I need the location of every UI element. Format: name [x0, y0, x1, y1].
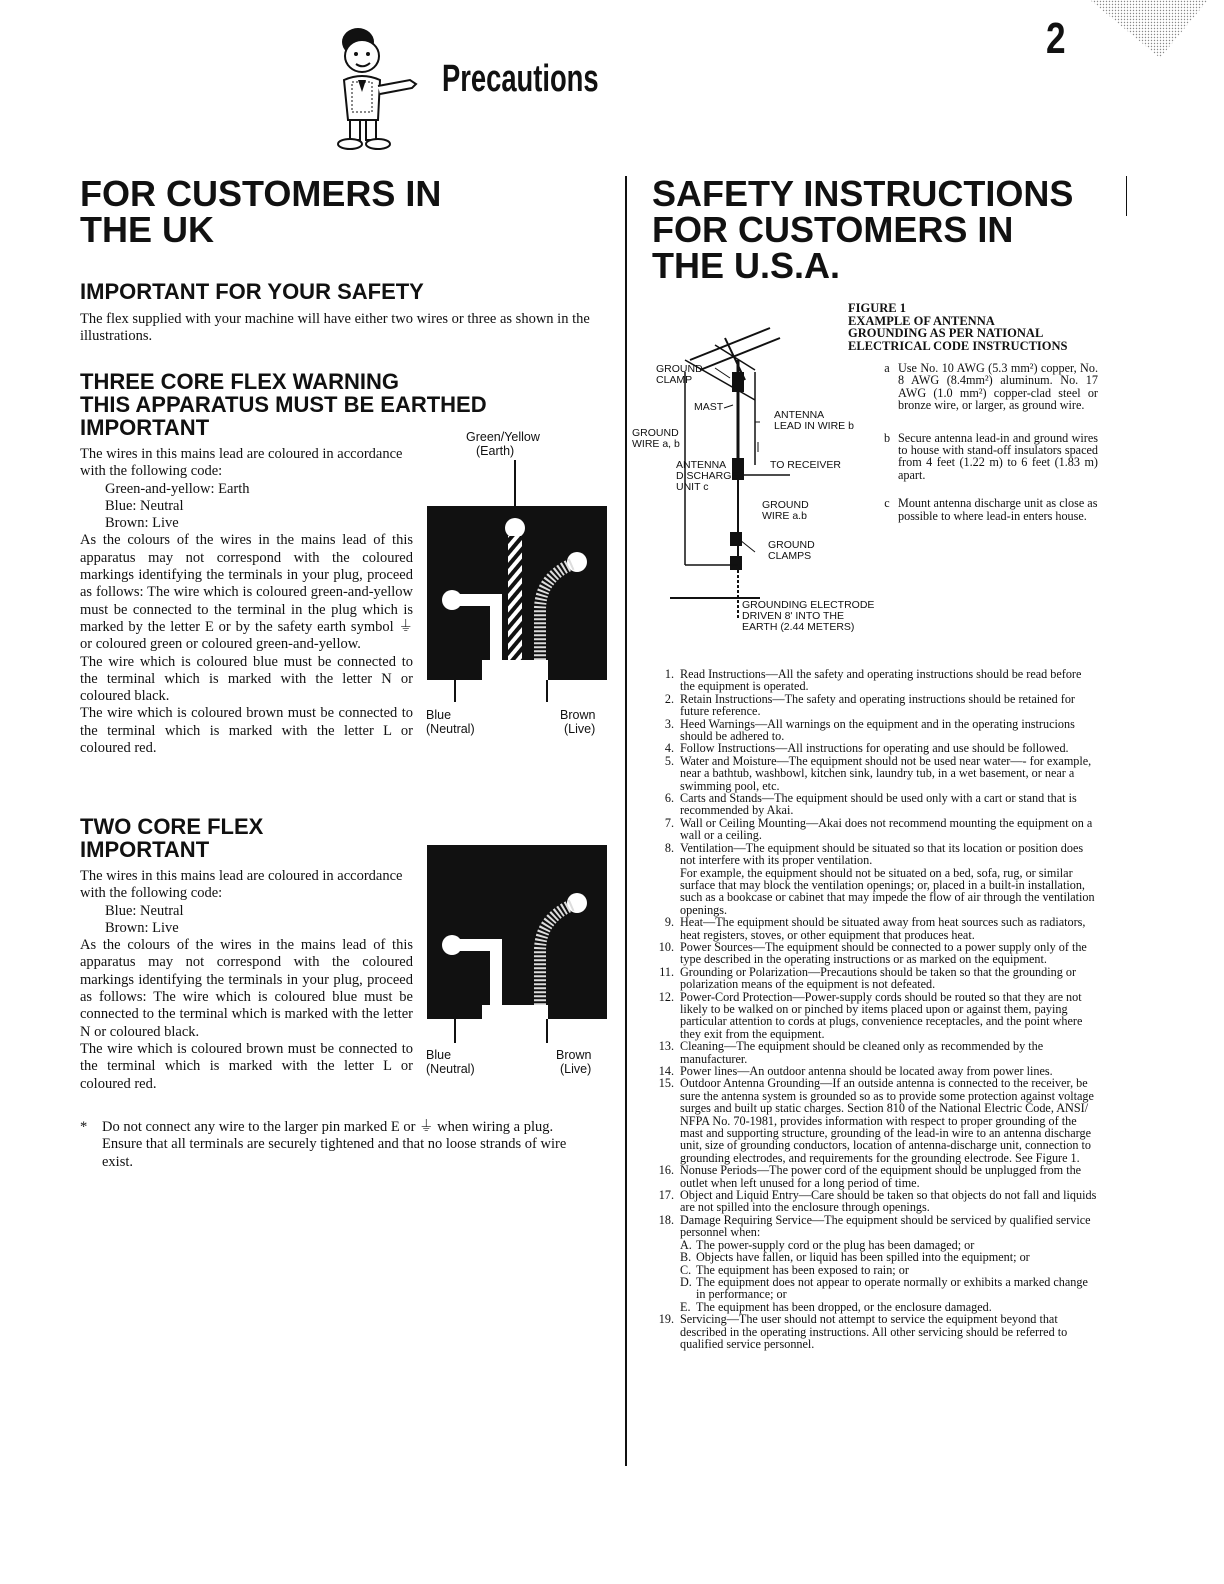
diag-discharge-1: ANTENNA: [676, 459, 727, 471]
instruction-subitem-text: The equipment does not appear to operate normally or exhibits a marked change in performance; or: [696, 1274, 1088, 1302]
three-core-heading-line2: THIS APPARATUS MUST BE EARTHED: [80, 392, 487, 417]
instruction-item: [650, 916, 1098, 941]
figure-title-line3: GROUNDING AS PER NATIONAL: [848, 326, 1044, 340]
instruction-number: 3.: [664, 716, 674, 731]
diag-ground-wire2-2: WIRE a.b: [762, 510, 807, 522]
instruction-item: [650, 1077, 1098, 1164]
safety-instructions-list: [650, 668, 1098, 1350]
diag-ground-wire-1: GROUND: [632, 427, 679, 439]
instruction-text-main: Follow Instructions—All instructions for operating and use should be followed.: [680, 741, 1069, 756]
figure-notes: [876, 362, 1098, 522]
diag-discharge: [676, 460, 738, 493]
instruction-number: 14.: [658, 1064, 674, 1078]
instruction-text-main: Carts and Stands—The equipment should be used only with a cart or stand that is recommended by Akai.: [680, 791, 1077, 818]
three-core-heading-line3: IMPORTANT: [80, 415, 210, 440]
label-brown-two: [556, 1048, 591, 1076]
diag-electrode: [742, 600, 874, 633]
instruction-text-main: Servicing—The user should not attempt to service the equipment beyond that described in the operating instructions. All other servicing should be referred to qualified service personnel.: [680, 1312, 1068, 1351]
code-neutral: Blue: Neutral: [105, 497, 184, 514]
mascot-illustration: [328, 22, 428, 152]
figure-title-line2: EXAMPLE OF ANTENNA: [848, 313, 995, 328]
two-core-note: [80, 1119, 590, 1171]
instruction-subitem-text: Objects have fallen, or liquid has been spilled into the equipment; or: [696, 1250, 1030, 1265]
diag-ground-wire: [632, 428, 680, 450]
label-brown-three-line1: Brown: [560, 708, 596, 722]
two-core-plug-diagram: [422, 845, 612, 1050]
instruction-subitem: [650, 1276, 1098, 1301]
diag-antenna-lead-2: LEAD IN WIRE b: [774, 420, 854, 432]
instruction-number: 7.: [664, 815, 674, 830]
instruction-item: [650, 817, 1098, 842]
instruction-text-main: Grounding or Polarization—Precautions should be taken so that the grounding or polarization means of the equipment is not defeated.: [680, 964, 1077, 992]
instruction-text-main: Heat—The equipment should be situated away from heat sources such as radiators, heat registers, stoves, or other equipment that produces heat.: [680, 915, 1086, 942]
instruction-text: [680, 1077, 1098, 1164]
instruction-text: [680, 1040, 1098, 1065]
figure-note-a: [876, 362, 1098, 412]
label-blue-three-line1: Blue: [426, 708, 452, 722]
instruction-text-extra: For example, the equipment should not be situated on a bed, sofa, rug, or similar surface that may block the ventilation openings; or, placed in a built-in installation, such as a bookcase or cabinet that may impede the flow of air through the ventilation openings.: [680, 865, 1095, 917]
figure-note-b-text: Secure antenna lead-in and ground wires to house with stand-off insulators spaced from 4 feet (1.22 m) to 6 feet (1.83 m) apart.: [898, 430, 1098, 482]
usa-heading-line2: FOR CUSTOMERS IN: [652, 209, 1014, 250]
instruction-item: [650, 842, 1098, 916]
instruction-subitem-letter: D.: [680, 1274, 692, 1289]
label-brown-two-line2: (Live): [560, 1062, 592, 1076]
figure-note-a-text: Use No. 10 AWG (5.3 mm²) copper, No. 8 AWG (8.4mm²) aluminum. No. 17 AWG (1.0 mm²) copper-clad steel or bronze wire, or larger, as ground wire.: [898, 361, 1098, 413]
instruction-number: 9.: [664, 915, 674, 930]
instruction-item: [650, 718, 1098, 743]
label-earth-line2: (Earth): [476, 444, 515, 458]
two-core-body: [80, 868, 413, 1093]
diag-mast: MAST: [694, 401, 724, 413]
instruction-text-main: Damage Requiring Service—The equipment should be serviced by qualified service personnel when:: [680, 1212, 1091, 1240]
diag-ground-clamp-1: GROUND: [656, 363, 703, 375]
instruction-text: [680, 966, 1098, 991]
three-core-heading-line1: THREE CORE FLEX WARNING: [80, 369, 400, 394]
instruction-subitem-text: The power-supply cord or the plug has been damaged; or: [696, 1237, 975, 1252]
figure-note-b: [876, 432, 1098, 482]
instruction-number: 4.: [664, 741, 674, 756]
three-core-heading: [80, 370, 620, 439]
instruction-text: [680, 792, 1098, 817]
instruction-text-main: Wall or Ceiling Mounting—Akai does not recommend mounting the equipment on a wall or a ceiling.: [680, 815, 1093, 843]
note-text: Do not connect any wire to the larger pin marked E or ⏚ when wiring a plug. Ensure that all terminals are securely tightened and that no loose strands of wire exist.: [102, 1119, 567, 1170]
instruction-text-main: Water and Moisture—The equipment should not be used near water—- for example, near a bathtub, washbowl, kitchen sink, laundry tub, in a wet basement, or near a swimming pool, etc.: [680, 753, 1092, 793]
diag-electrode-1: GROUNDING ELECTRODE: [742, 599, 875, 611]
two-core-para2: The wire which is coloured brown must be connected to the terminal which is marked with the letter L or coloured red.: [80, 1040, 413, 1092]
label-brown-three: [560, 708, 595, 736]
diag-ground-clamp: [656, 364, 703, 386]
label-brown-two-line1: Brown: [556, 1048, 592, 1062]
instruction-number: 10.: [658, 939, 674, 954]
column-divider: [625, 176, 627, 1466]
instruction-number: 19.: [658, 1312, 674, 1327]
instruction-text: [680, 668, 1098, 693]
diag-ground-clamps-2: CLAMPS: [768, 550, 812, 562]
diag-ground-wire2: [762, 500, 809, 522]
uk-heading-line2: THE UK: [80, 209, 214, 250]
safety-text: The flex supplied with your machine will have either two wires or three as shown in the illustrations.: [80, 311, 590, 345]
instruction-text-main: Power-Cord Protection—Power-supply cords should be routed so that they are not likely to be walked on or pinched by items placed upon or against them, paying particular attention to cords at plugs, convenience receptacles, and the point where they exit from the equipment.: [680, 989, 1083, 1041]
uk-section: [80, 173, 600, 250]
instruction-text-main: Power lines—An outdoor antenna should be located away from power lines.: [680, 1064, 1053, 1078]
diag-discharge-2: DISCHARGE: [676, 470, 739, 482]
three-core-para3: The wire which is coloured brown must be connected to the terminal which is marked with the letter L or coloured red.: [80, 705, 413, 757]
instruction-number: 8.: [664, 840, 674, 855]
instruction-subitem-letter: A.: [680, 1237, 692, 1252]
instruction-number: 16.: [658, 1163, 674, 1178]
diag-ground-clamp-2: CLAMP: [656, 374, 693, 386]
instruction-text-main: Outdoor Antenna Grounding—If an outside antenna is connected to the receiver, be sure the antenna system is grounded so as to provide some protection against voltage surges and built up static charges. Section 810 of the National Electric Code, ANSI/ NFPA No. 70-1981, provides information with respect to proper grounding of the mast and supporting structure, grounding of the lead-in wire to an antenna discharge unit, size of grounding conductors, location of antenna-discharge unit, connection to grounding electrodes, and requirements for the grounding electrode. See Figure 1.: [680, 1076, 1094, 1165]
instruction-subitem-letter: E.: [680, 1299, 691, 1314]
note-asterisk: *: [80, 1119, 88, 1135]
instruction-text-main: Read Instructions—All the safety and operating instructions should be read before the equipment is operated.: [680, 667, 1082, 694]
instruction-text: [680, 817, 1098, 842]
instruction-item: [650, 742, 1098, 754]
label-earth-line1: Green/Yellow: [466, 430, 540, 444]
instruction-subitem-letter: C.: [680, 1262, 692, 1277]
two-core-intro: The wires in this mains lead are coloured in accordance with the following code:: [80, 868, 403, 902]
two-core-heading-line2: IMPORTANT: [80, 837, 210, 862]
figure-note-b-letter: b: [883, 430, 891, 445]
diag-ground-clamps-1: GROUND: [768, 539, 815, 551]
usa-heading-line3: THE U.S.A.: [652, 245, 841, 286]
instruction-subitem: [650, 1251, 1098, 1263]
instruction-number: 5.: [664, 753, 674, 768]
instruction-text: [680, 718, 1098, 743]
instruction-item: [650, 693, 1098, 718]
three-core-body: [80, 446, 413, 757]
instruction-number: 13.: [658, 1039, 674, 1054]
instruction-text-main: Heed Warnings—All warnings on the equipment and in the operating instrucions should be adhered to.: [680, 716, 1075, 744]
three-core-intro: The wires in this mains lead are coloured in accordance with the following code:: [80, 446, 403, 480]
diag-electrode-2: DRIVEN 8' INTO THE: [742, 610, 844, 622]
figure-note-a-letter: a: [884, 361, 890, 375]
instruction-item: [650, 966, 1098, 991]
label-blue-two-line1: Blue: [426, 1048, 452, 1062]
instruction-subitem-text: The equipment has been exposed to rain; or: [696, 1262, 909, 1277]
instruction-text: [680, 1214, 1098, 1239]
figure-note-c-text: Mount antenna discharge unit as close as possible to where lead-in enters house.: [898, 496, 1098, 523]
right-edge-rule: [1126, 176, 1127, 216]
instruction-text: [680, 693, 1098, 718]
instruction-text: [680, 941, 1098, 966]
two-code-neutral: Blue: Neutral: [105, 902, 184, 919]
diag-ground-wire-2: WIRE a, b: [632, 438, 680, 450]
label-blue-two: [426, 1048, 475, 1076]
instruction-item: [650, 668, 1098, 693]
instruction-text-main: Retain Instructions—The safety and operating instructions should be retained for future reference.: [680, 691, 1075, 719]
safety-heading: IMPORTANT FOR YOUR SAFETY: [80, 279, 424, 304]
instruction-text: [680, 1313, 1098, 1350]
two-core-heading-line1: TWO CORE FLEX: [80, 814, 264, 839]
instruction-item: [650, 1313, 1098, 1350]
page-title: Precautions: [442, 58, 599, 100]
instruction-number: 1.: [664, 667, 674, 681]
three-core-para1: As the colours of the wires in the mains lead of this apparatus may not correspond with the coloured markings identifying the terminals in your plug, proceed as follows: The wire which is coloured green-and-yellow must be connected to the terminal in the plug which is marked by the letter E or by the safety earth symbol ⏚ or coloured green or coloured green-and-yellow.: [80, 532, 413, 653]
usa-heading-line1: SAFETY INSTRUCTIONS: [652, 173, 1074, 214]
instruction-number: 6.: [664, 791, 674, 806]
instruction-text-main: Cleaning—The equipment should be cleaned only as recommended by the manufacturer.: [680, 1039, 1044, 1066]
instruction-text: [680, 991, 1098, 1041]
label-blue-three-line2: (Neutral): [426, 722, 475, 736]
page-number: 2: [1046, 14, 1066, 63]
label-blue-two-line2: (Neutral): [426, 1062, 475, 1076]
figure-note-c-letter: c: [884, 496, 890, 511]
instruction-item: [650, 1164, 1098, 1189]
instruction-number: 17.: [658, 1188, 674, 1203]
instruction-text: [680, 842, 1098, 916]
figure-title-line4: ELECTRICAL CODE INSTRUCTIONS: [848, 338, 1068, 353]
instruction-text-main: Ventilation—The equipment should be situated so that its location or position does not interfere with its proper ventilation.: [680, 840, 1084, 868]
instruction-text: [680, 755, 1098, 792]
usa-heading: [652, 173, 1122, 286]
label-earth: [466, 430, 540, 458]
instruction-text-main: Object and Liquid Entry—Care should be taken so that objects do not fall and liquids are not spilled into the enclosure through openings.: [680, 1188, 1097, 1215]
instruction-item: [650, 1189, 1098, 1214]
instruction-number: 18.: [658, 1212, 674, 1227]
instruction-number: 15.: [658, 1076, 674, 1091]
diag-ground-wire2-1: GROUND: [762, 499, 809, 511]
instruction-number: 12.: [658, 989, 674, 1004]
uk-heading-line1: FOR CUSTOMERS IN: [80, 173, 442, 214]
instruction-subitem-letter: B.: [680, 1250, 692, 1265]
instruction-item: [650, 941, 1098, 966]
instruction-text-main: Nonuse Periods—The power cord of the equipment should be unplugged from the outlet when left unused for a long period of time.: [680, 1163, 1082, 1190]
diag-antenna-lead-1: ANTENNA: [774, 409, 825, 421]
two-core-para1: As the colours of the wires in the mains lead of this apparatus may not correspond with the coloured markings identifying the terminals in your plug, proceed as follows: The wire which is coloured blue must be connected to the terminal which is marked with the letter N or coloured black.: [80, 937, 413, 1040]
instruction-item: [650, 1214, 1098, 1239]
label-brown-three-line2: (Live): [564, 722, 596, 736]
corner-triangle-decoration: [1090, 0, 1210, 60]
figure-note-c: [876, 497, 1098, 522]
instruction-text: [680, 742, 1098, 754]
label-blue-three: [426, 708, 475, 736]
diag-discharge-3: UNIT c: [676, 481, 709, 493]
diag-to-receiver: TO RECEIVER: [770, 459, 841, 471]
instruction-item: [650, 755, 1098, 792]
figure-title: [848, 302, 1068, 352]
diag-electrode-3: EARTH (2.44 METERS): [742, 621, 855, 633]
three-core-plug-diagram: [422, 460, 612, 710]
code-earth: Green-and-yellow: Earth: [105, 480, 250, 497]
instruction-text: [680, 1164, 1098, 1189]
instruction-text: [680, 1189, 1098, 1214]
diag-antenna-lead: [774, 410, 854, 432]
code-live: Brown: Live: [105, 515, 179, 532]
instruction-item: [650, 792, 1098, 817]
instruction-item: [650, 991, 1098, 1041]
instruction-text-main: Power Sources—The equipment should be connected to a power supply only of the type described in the operating instructions or as marked on the equipment.: [680, 939, 1087, 967]
instruction-number: 11.: [659, 964, 674, 979]
instruction-item: [650, 1040, 1098, 1065]
figure-title-line1: FIGURE 1: [848, 301, 906, 315]
diag-ground-clamps: [768, 540, 815, 562]
instruction-subitem-text: The equipment has been dropped, or the enclosure damaged.: [696, 1299, 992, 1314]
two-core-heading: [80, 815, 263, 861]
instruction-number: 2.: [664, 691, 674, 706]
two-code-live: Brown: Live: [105, 919, 179, 936]
instruction-text: [680, 916, 1098, 941]
three-core-para2: The wire which is coloured blue must be connected to the terminal which is marked with the letter N or coloured black.: [80, 653, 413, 705]
